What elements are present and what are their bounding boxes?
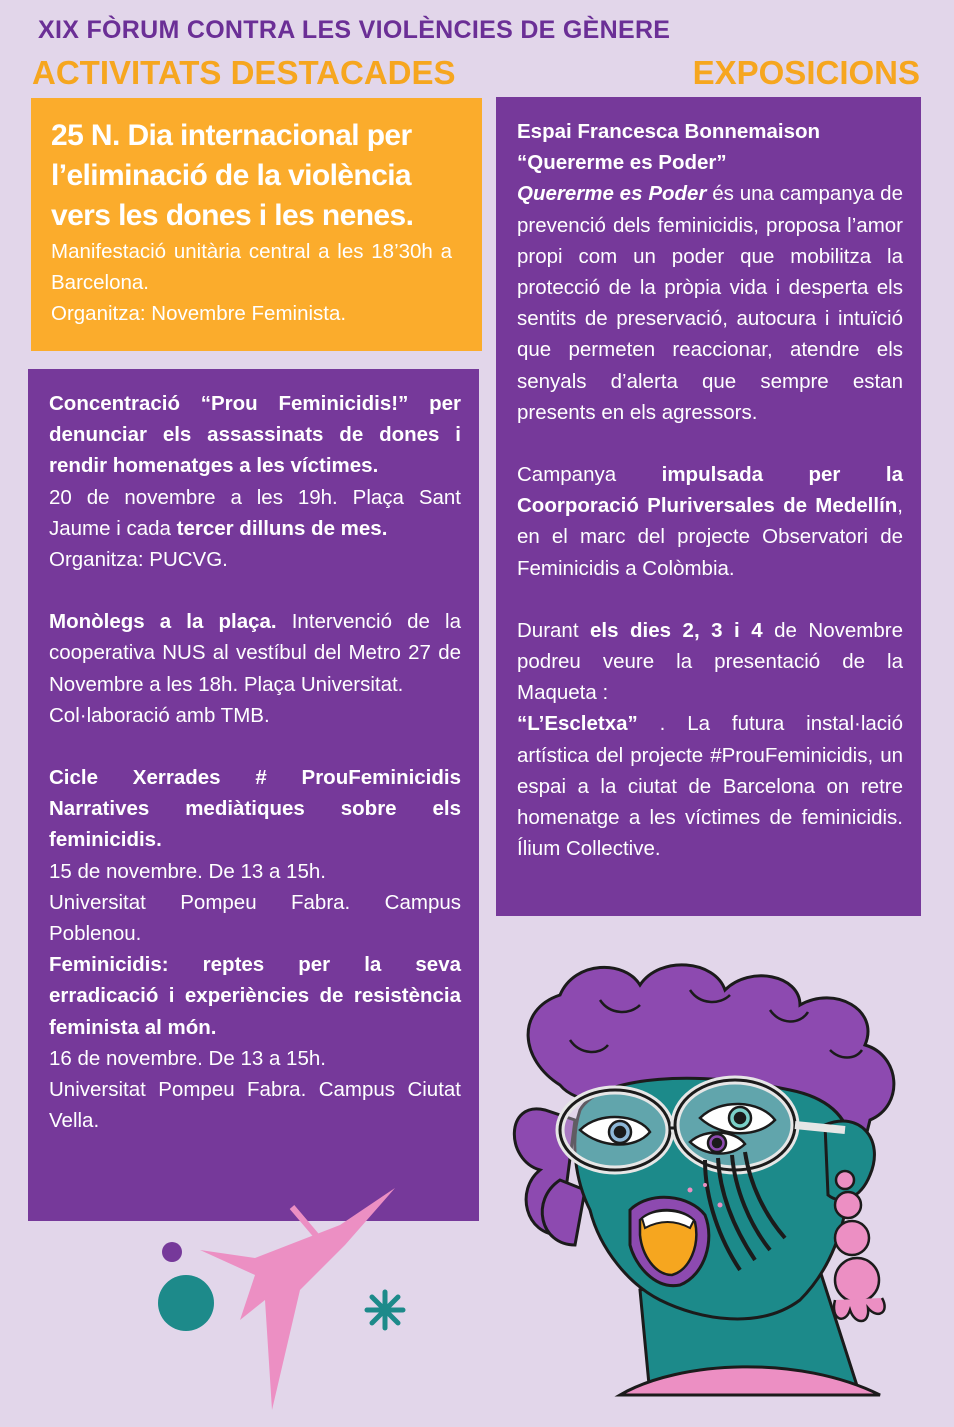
activity-3-title: Cicle Xerrades # ProuFeminicidis Narratives mediàtiques sobre els feminicidis. bbox=[49, 766, 461, 852]
activity-2: Monòlegs a la plaça. Intervenció de la cooperativa NUS al vestíbul del Metro 27 de Novembre a les 18h. Plaça Universitat. bbox=[49, 610, 461, 696]
activity-4-title: Feminicidis: reptes per la seva erradicació i experiències de resistència feminista al món. bbox=[49, 953, 461, 1039]
section-title-activities: ACTIVITATS DESTACADES bbox=[32, 54, 456, 91]
forum-title: XIX FÒRUM CONTRA LES VIOLÈNCIES DE GÈNERE bbox=[38, 16, 671, 44]
activity-2-collaboration: Col·laboració amb TMB. bbox=[49, 703, 270, 727]
activity-1-title: Concentració “Prou Feminicidis!” per denunciar els assassinats de dones i rendir homenatges a les víctimes. bbox=[49, 392, 461, 478]
purple-dot-icon bbox=[162, 1242, 182, 1262]
featured-heading: 25 N. Dia internacional per l’eliminació de la violència vers les dones i les nenes. bbox=[51, 119, 414, 232]
section-title-exhibitions: EXPOSICIONS bbox=[692, 54, 920, 91]
exhibition-venue: Espai Francesca Bonnemaison bbox=[517, 120, 821, 143]
exhibition-intro: Quererme es Poder és una campanya de prevenció dels feminicidis, proposa l’amor propi com un poder que mobilitza la protecció de la pròpia vida i desperta els sentits de preservació, autocura i intuïció que permeten reaccionar, atendre els senyals d’alerta que sempre estan presents en els agressors. bbox=[517, 182, 903, 424]
exhibition-maqueta: “L’Escletxa” . La futura instal·lació artística del projecte #ProuFeminicidis, un espai a la ciutat de Barcelona on retre homenatge a les víctimes de feminicidis. Ílium Collective. bbox=[517, 712, 903, 861]
activity-4-date: 16 de novembre. De 13 a 15h. bbox=[49, 1046, 326, 1070]
activity-3-date: 15 de novembre. De 13 a 15h. bbox=[49, 859, 326, 883]
teal-asterisk-icon bbox=[367, 1292, 403, 1328]
teal-circle-icon bbox=[158, 1275, 214, 1331]
exhibition-name: “Quererme es Poder” bbox=[517, 151, 727, 175]
activity-3-place: Universitat Pompeu Fabra. Campus Poblenou. bbox=[49, 890, 461, 946]
featured-organizer: Organitza: Novembre Feminista. bbox=[51, 302, 347, 325]
featured-body: Manifestació unitària central a les 18’30h a Barcelona. bbox=[51, 240, 452, 294]
activity-1-date: 20 de novembre a les 19h. Plaça Sant Jaume i cada tercer dilluns de mes. bbox=[49, 485, 461, 540]
exhibition-dates: Durant els dies 2, 3 i 4 de Novembre podreu veure la presentació de la Maqueta : bbox=[517, 618, 903, 705]
pink-star-burst-icon bbox=[200, 1188, 395, 1410]
activity-1-organizer: Organitza: PUCVG. bbox=[49, 548, 228, 572]
activity-4-place: Universitat Pompeu Fabra. Campus Ciutat Vella. bbox=[49, 1078, 461, 1133]
exhibition-campaign: Campanya impulsada per la Coorporació Pluriversales de Medellín, en el marc del projecte Observatori de Feminicidis a Colòmbia. bbox=[517, 463, 903, 580]
